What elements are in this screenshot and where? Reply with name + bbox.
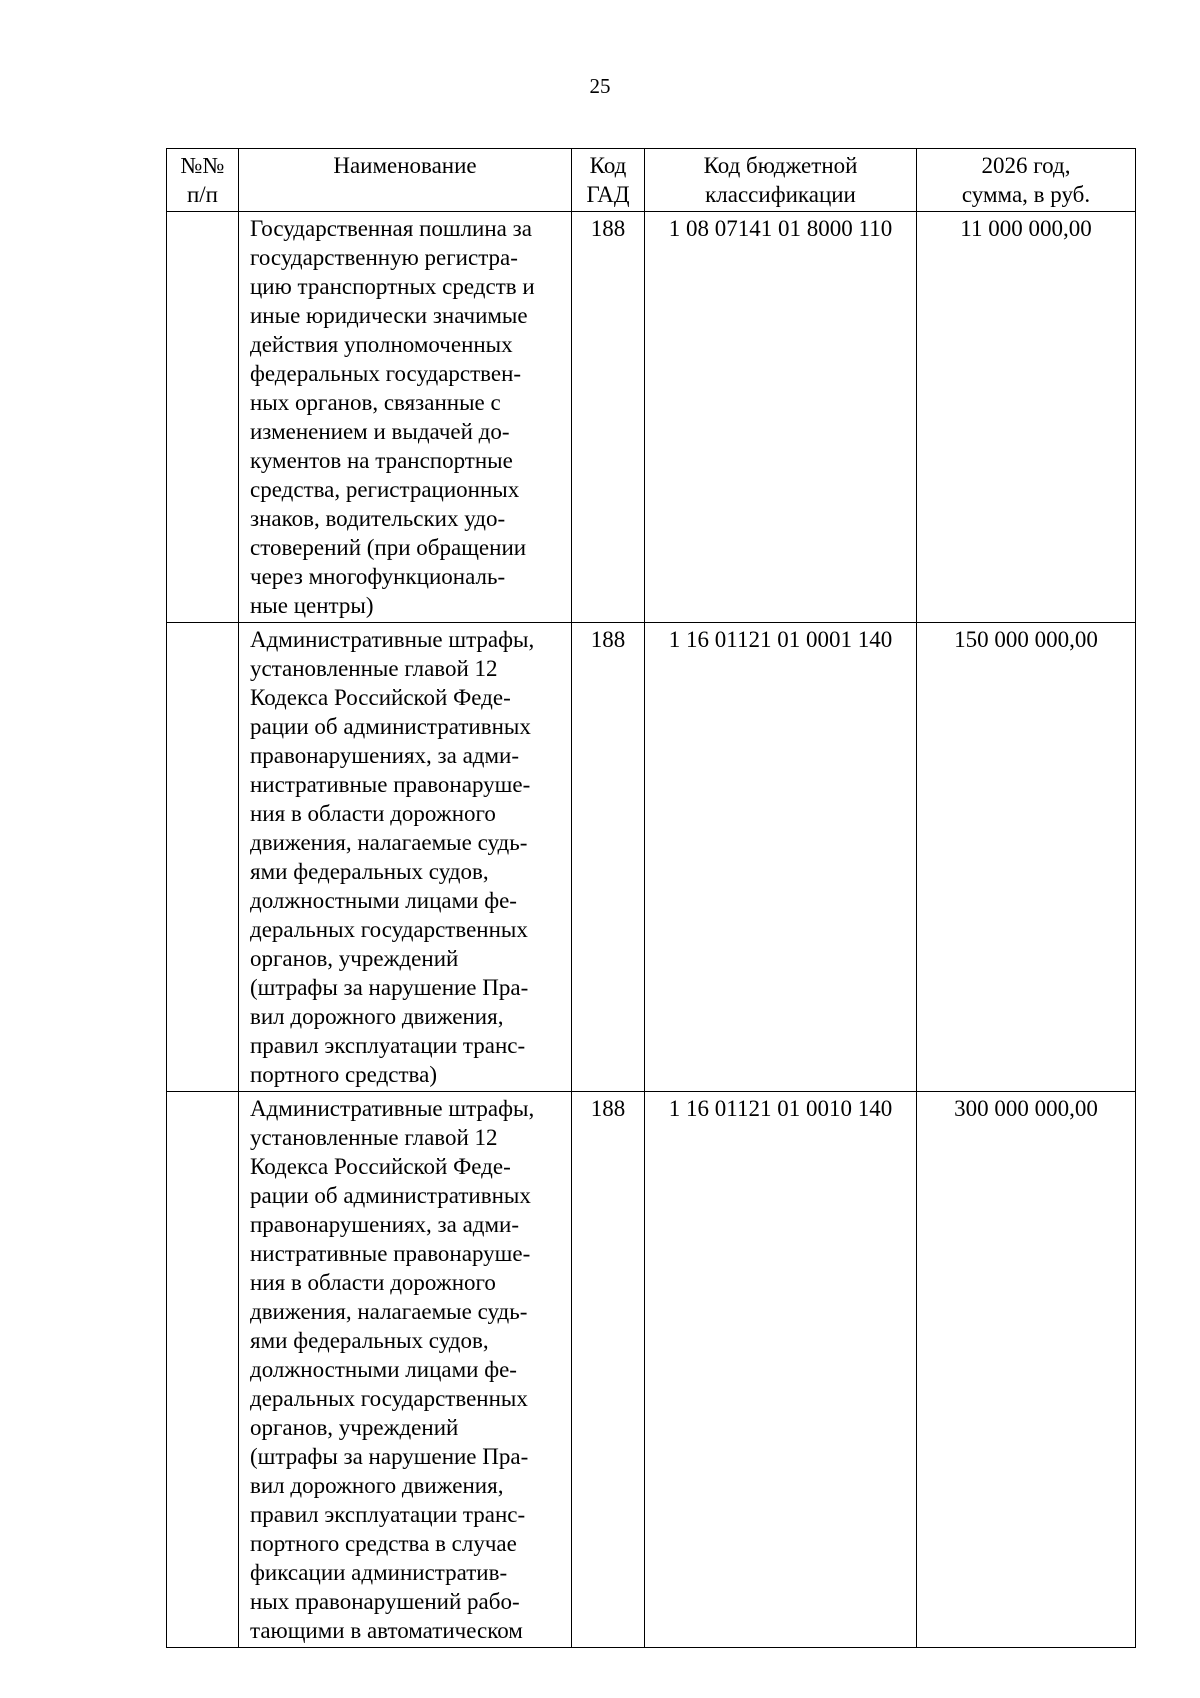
row-name-line: движения, налагаемые судь- [250, 1299, 528, 1324]
row-name-line: Административные штрафы, [250, 627, 535, 652]
header-sum-line: сумма, в руб. [961, 182, 1091, 207]
row-gad-cell: 188 [572, 623, 645, 1092]
row-name-line: правонарушениях, за адми- [250, 1212, 520, 1237]
row-sum-cell: 11 000 000,00 [917, 212, 1136, 623]
row-name-line: тающими в автоматическом [250, 1618, 523, 1643]
row-gad-cell: 188 [572, 1092, 645, 1648]
row-name-line: правонарушениях, за адми- [250, 743, 520, 768]
row-name-line: деральных государственных [250, 1386, 528, 1411]
row-name-line: рации об административных [250, 714, 531, 739]
row-number-cell [167, 1092, 239, 1648]
header-num-line: №№ [180, 153, 225, 178]
row-name-line: деральных государственных [250, 917, 528, 942]
row-name-line: кументов на транспортные [250, 448, 513, 473]
table-body [167, 212, 1136, 1648]
row-sum-cell: 300 000 000,00 [917, 1092, 1136, 1648]
row-gad-cell: 188 [572, 212, 645, 623]
row-name-line: иные юридически значимые [250, 303, 528, 328]
row-name-line: вил дорожного движения, [250, 1473, 504, 1498]
row-name-line: движения, налагаемые судь- [250, 830, 528, 855]
row-kbk-cell: 1 16 01121 01 0001 140 [645, 623, 917, 1092]
header-sum [917, 149, 1136, 212]
table-row [167, 1092, 1136, 1648]
header-name-line: Наименование [333, 153, 477, 178]
row-name-line: изменением и выдачей до- [250, 419, 510, 444]
row-number-cell [167, 212, 239, 623]
row-name-line: правил эксплуатации транс- [250, 1033, 526, 1058]
budget-table [166, 148, 1136, 1648]
table-row [167, 623, 1136, 1092]
row-name-cell [239, 623, 572, 1092]
row-name-line: ями федеральных судов, [250, 859, 489, 884]
row-name-line: портного средства в случае [250, 1531, 517, 1556]
row-name-line: фиксации административ- [250, 1560, 508, 1585]
header-kbk-line: классификации [705, 182, 856, 207]
row-name-line: должностными лицами фе- [250, 1357, 517, 1382]
row-name-line: ных органов, связанные с [250, 390, 501, 415]
row-name-line: портного средства) [250, 1062, 437, 1087]
row-name-line: государственную регистра- [250, 245, 518, 270]
row-name-line: Административные штрафы, [250, 1096, 535, 1121]
header-kbk-line: Код бюджетной [703, 153, 858, 178]
row-name-line: установленные главой 12 [250, 1125, 498, 1150]
row-kbk-cell: 1 08 07141 01 8000 110 [645, 212, 917, 623]
row-name-cell [239, 212, 572, 623]
header-sum-line: 2026 год, [981, 153, 1071, 178]
row-name-line: Кодекса Российской Феде- [250, 685, 511, 710]
row-name-line: ния в области дорожного [250, 1270, 496, 1295]
row-number-cell [167, 623, 239, 1092]
row-name-line: Кодекса Российской Феде- [250, 1154, 511, 1179]
row-name-line: должностными лицами фе- [250, 888, 517, 913]
row-name-line: через многофункциональ- [250, 564, 506, 589]
row-name-line: (штрафы за нарушение Пра- [250, 1444, 529, 1469]
page-number: 25 [589, 74, 611, 98]
row-name-line: средства, регистрационных [250, 477, 520, 502]
row-name-line: правил эксплуатации транс- [250, 1502, 526, 1527]
row-name-line: Государственная пошлина за [250, 216, 532, 241]
row-name-line: федеральных государствен- [250, 361, 522, 386]
table-row [167, 212, 1136, 623]
row-name-line: нистративные правонаруше- [250, 772, 531, 797]
header-num [167, 149, 239, 212]
row-sum-cell: 150 000 000,00 [917, 623, 1136, 1092]
row-name-line: (штрафы за нарушение Пра- [250, 975, 529, 1000]
header-kbk [645, 149, 917, 212]
row-name-line: органов, учреждений [250, 946, 459, 971]
row-name-line: установленные главой 12 [250, 656, 498, 681]
row-name-cell [239, 1092, 572, 1648]
header-gad-line: ГАД [586, 182, 630, 207]
header-gad-line: Код [589, 153, 627, 178]
row-name-line: ных правонарушений рабо- [250, 1589, 520, 1614]
table-header-row [167, 149, 1136, 212]
row-kbk-cell: 1 16 01121 01 0010 140 [645, 1092, 917, 1648]
row-name-line: нистративные правонаруше- [250, 1241, 531, 1266]
row-name-line: действия уполномоченных [250, 332, 513, 357]
row-name-line: ями федеральных судов, [250, 1328, 489, 1353]
row-name-line: рации об административных [250, 1183, 531, 1208]
row-name-line: знаков, водительских удо- [250, 506, 506, 531]
row-name-line: ные центры) [250, 593, 374, 618]
header-num-line: п/п [186, 182, 218, 207]
row-name-line: стоверений (при обращении [250, 535, 527, 560]
row-name-line: вил дорожного движения, [250, 1004, 504, 1029]
row-name-line: органов, учреждений [250, 1415, 459, 1440]
header-gad [572, 149, 645, 212]
row-name-line: ния в области дорожного [250, 801, 496, 826]
row-name-line: цию транспортных средств и [250, 274, 535, 299]
header-name [239, 149, 572, 212]
